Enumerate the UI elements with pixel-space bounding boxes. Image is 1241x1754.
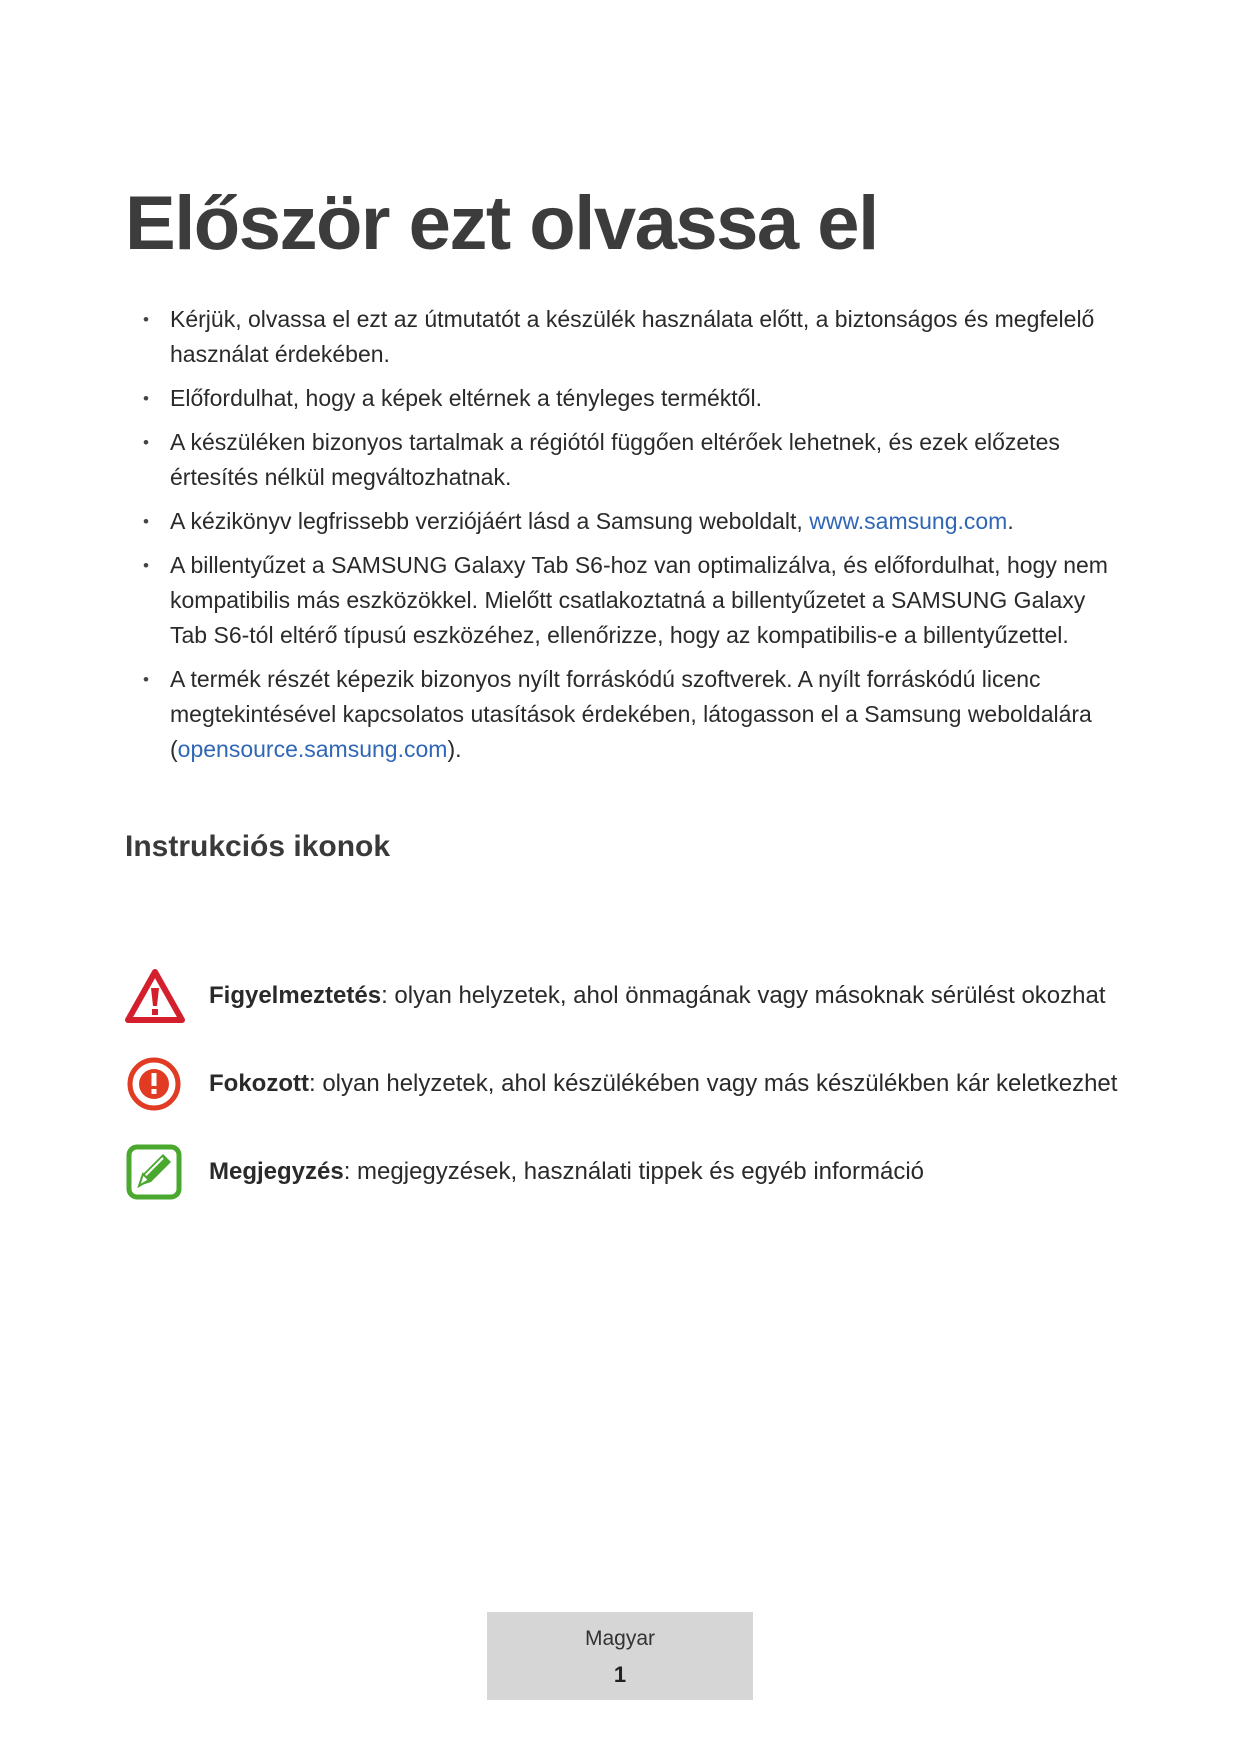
icon-label: Fokozott — [209, 1070, 309, 1097]
icon-description — [209, 1157, 924, 1187]
page-footer — [487, 1612, 753, 1700]
icon-label: Megjegyzés — [209, 1158, 344, 1185]
bullet-text: Előfordulhat, hogy a képek eltérnek a tényleges terméktől. — [170, 385, 762, 411]
note-pen-icon — [125, 1144, 185, 1200]
icon-description — [209, 981, 1106, 1011]
bullet-text: A termék részét képezik bizonyos nyílt forráskódú szoftverek. A nyílt forráskódú licenc megtekintésével kapcsolatos utasítások érdekében, látogasson el a Samsung weboldalára ( — [170, 666, 1092, 762]
opensource-website-link[interactable]: opensource.samsung.com — [177, 736, 448, 762]
list-item — [170, 548, 1120, 653]
bullet-text: A billentyűzet a SAMSUNG Galaxy Tab S6-hoz van optimalizálva, és előfordulhat, hogy nem kompatibilis más eszközökkel. Mielőtt csatlakoztatná a billentyűzetet a SAMSUNG Galaxy Tab S6-tól eltérő típusú eszközéhez, ellenőrizze, hogy az kompatibilis-e a billentyűzettel. — [170, 552, 1108, 648]
caution-circle-icon — [125, 1056, 185, 1112]
bullet-text-end: . — [1007, 508, 1014, 534]
icon-row-caution — [125, 1056, 1125, 1112]
footer-language: Magyar — [584, 1627, 656, 1650]
list-item — [170, 504, 1120, 539]
list-item — [170, 302, 1120, 372]
page-title: Először ezt olvassa el — [125, 181, 878, 266]
bullet-text-end: ). — [447, 736, 462, 762]
icon-row-note — [125, 1144, 1125, 1200]
icon-label: Figyelmeztetés — [209, 982, 382, 1009]
icon-row-warning — [125, 968, 1125, 1024]
icon-text: : olyan helyzetek, ahol önmagának vagy másoknak sérülést okozhat — [381, 982, 1106, 1009]
icon-description — [209, 1069, 1117, 1099]
bullet-text: A készüléken bizonyos tartalmak a régiótól függően eltérőek lehetnek, és ezek előzetes értesítés nélkül megváltozhatnak. — [170, 429, 1060, 490]
bullet-list — [170, 302, 1120, 776]
icon-text: : olyan helyzetek, ahol készülékében vagy más készülékben kár keletkezhet — [308, 1070, 1118, 1097]
section-heading: Instrukciós ikonok — [125, 830, 391, 863]
samsung-website-link[interactable]: www.samsung.com — [809, 508, 1008, 534]
warning-triangle-icon — [125, 968, 185, 1024]
page-number: 1 — [613, 1662, 627, 1687]
list-item — [170, 425, 1120, 495]
bullet-text: Kérjük, olvassa el ezt az útmutatót a készülék használata előtt, a biztonságos és megfelelő használat érdekében. — [170, 306, 1095, 367]
bullet-text: A kézikönyv legfrissebb verziójáért lásd a Samsung weboldalt, — [170, 508, 810, 534]
icon-text: : megjegyzések, használati tippek és egyéb információ — [343, 1158, 925, 1185]
list-item — [170, 662, 1120, 767]
list-item — [170, 381, 1120, 416]
